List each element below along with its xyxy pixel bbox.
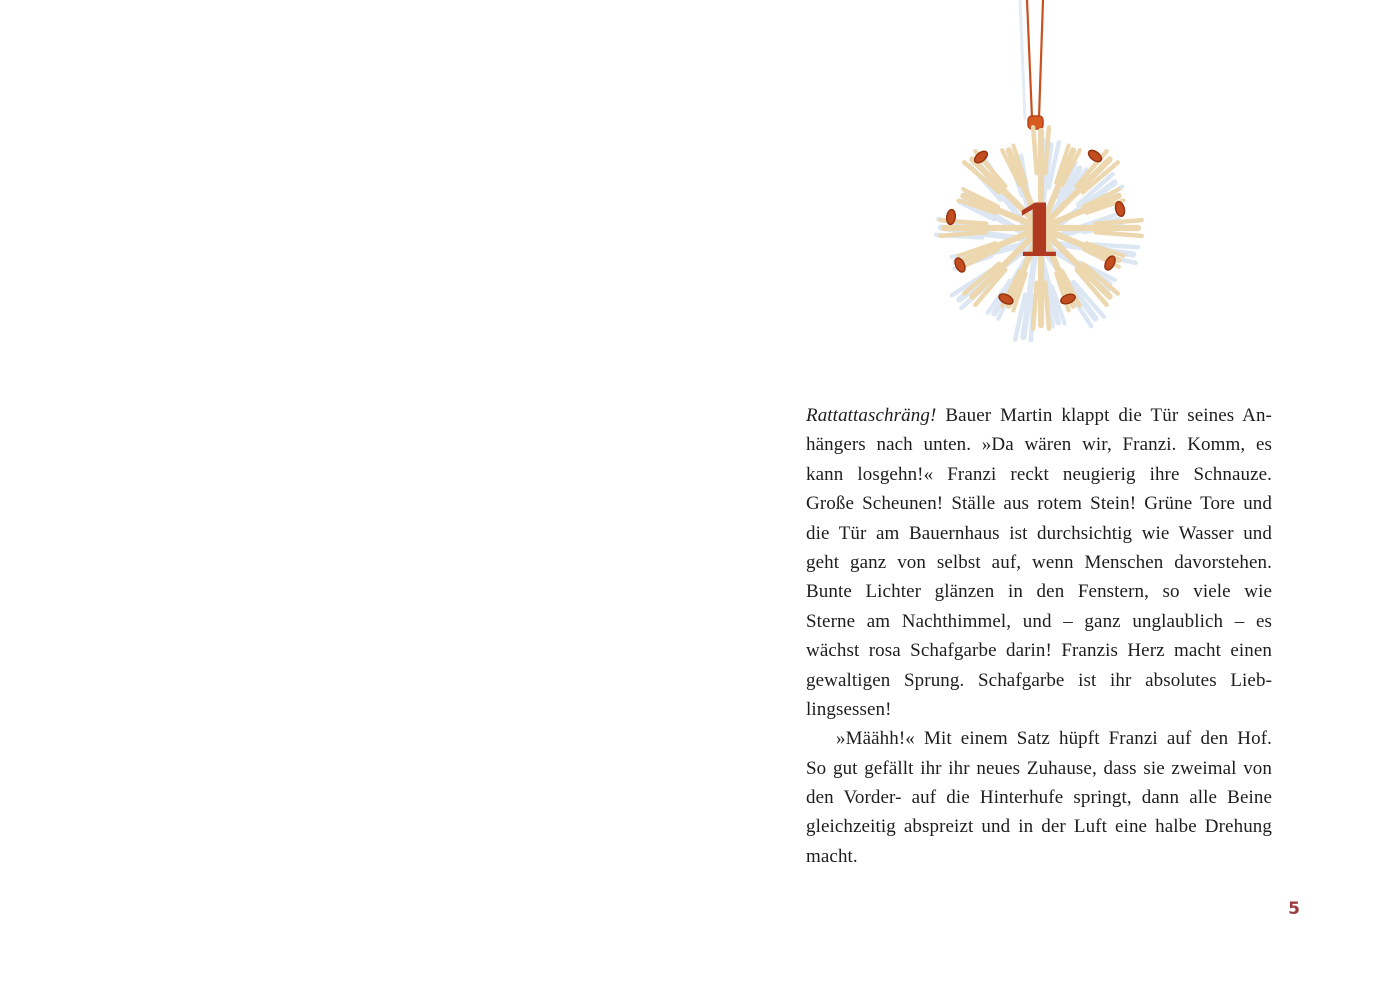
text-line: macht. bbox=[806, 845, 858, 867]
italic-lead-word: Rattattaschräng! bbox=[806, 405, 937, 426]
text-line: die Tür am Bauernhaus ist durchsichtig wie Wasser und bbox=[806, 522, 1272, 544]
binding-icon bbox=[1086, 148, 1103, 164]
text-line: wächst rosa Schafgarbe darin! Franzis Herz macht einen bbox=[806, 640, 1272, 662]
text-line: hängers nach unten. »Da wären wir, Franzi. Komm, es bbox=[806, 434, 1272, 456]
ornament-string-icon bbox=[1012, 0, 1060, 134]
text-line: gewaltigen Sprung. Schafgarbe ist ihr absolutes Lieb- bbox=[806, 669, 1272, 691]
text-line: Rattattaschräng! Bauer Martin klappt die Tür seines An- bbox=[806, 405, 1272, 426]
text-line: gleichzeitig abspreizt und in der Luft eine halbe Drehung bbox=[806, 816, 1272, 838]
text-line: »Määhh!« Mit einem Satz hüpft Franzi auf den Hof. bbox=[836, 728, 1272, 750]
text-line: Bunte Lichter glänzen in den Fenstern, so viele wie bbox=[806, 581, 1272, 603]
text-line: kann losgehn!« Franzi reckt neugierig ihre Schnauze. bbox=[806, 463, 1272, 485]
text-line: So gut gefällt ihr ihr neues Zuhause, dass sie zweimal von bbox=[806, 757, 1272, 779]
page-number: 5 bbox=[1288, 899, 1300, 919]
text-line: den Vorder- auf die Hinterhufe springt, dann alle Beine bbox=[806, 787, 1272, 809]
body-text bbox=[806, 401, 1272, 871]
text-line: lingsessen! bbox=[806, 698, 892, 720]
straw-star-icon bbox=[928, 116, 1154, 342]
text-line: Sterne am Nachthimmel, und – ganz unglaublich – es bbox=[806, 610, 1272, 632]
text-line: Große Scheunen! Ställe aus rotem Stein! Grüne Tore und bbox=[806, 493, 1272, 515]
text-line: geht ganz von selbst auf, wenn Menschen davorstehen. bbox=[806, 551, 1272, 573]
day-number: 1 bbox=[1012, 188, 1064, 273]
